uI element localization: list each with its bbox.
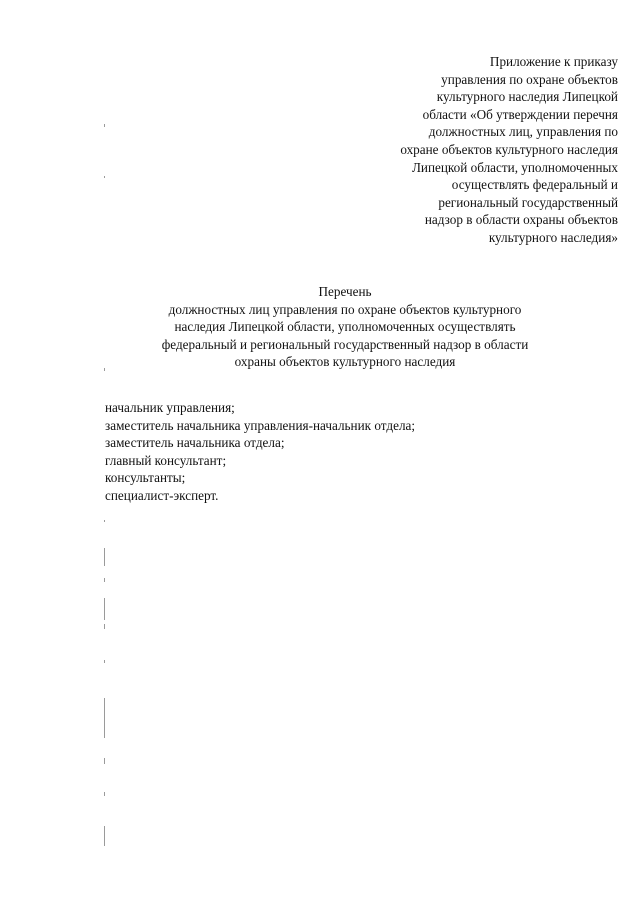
scan-artifact: [104, 758, 105, 764]
appendix-line: охране объектов культурного наследия: [400, 141, 618, 157]
list-item: заместитель начальника управления-начальник отдела;: [105, 417, 416, 433]
appendix-block: [338, 53, 618, 247]
list-item: заместитель начальника отдела;: [105, 435, 285, 451]
appendix-line: культурного наследия Липецкой: [436, 89, 618, 105]
appendix-line: Приложение к приказу: [489, 54, 618, 69]
document-heading: [100, 283, 590, 371]
appendix-line: области «Об утверждении перечня: [422, 106, 618, 122]
document-subtitle-line: должностных лиц управления по охране объектов культурного: [168, 301, 522, 317]
appendix-line: надзор в области охраны объектов: [424, 212, 618, 228]
appendix-line: Липецкой области, уполномоченных: [411, 159, 618, 175]
scan-artifact: [104, 368, 105, 371]
scan-artifact: [104, 124, 105, 127]
document-subtitle-line: федеральный и региональный государственный надзор в области: [161, 336, 529, 352]
scan-artifact: [104, 698, 105, 738]
appendix-line: управления по охране объектов: [441, 71, 618, 87]
list-item: консультанты;: [105, 470, 186, 486]
appendix-line: культурного наследия»: [488, 229, 618, 245]
list-item: специалист-эксперт.: [105, 487, 219, 503]
appendix-line: региональный государственный: [438, 194, 618, 210]
list-item: начальник управления;: [105, 400, 235, 415]
scan-artifact: [104, 598, 105, 620]
appendix-line: должностных лиц, управления по: [428, 124, 618, 140]
document-subtitle-line: наследия Липецкой области, уполномоченных осуществлять: [174, 319, 516, 335]
scan-artifact: [104, 826, 105, 846]
scan-artifact: [104, 520, 105, 522]
scan-artifact: [104, 548, 105, 566]
positions-list: [105, 399, 415, 505]
appendix-line: осуществлять федеральный и: [451, 177, 618, 193]
scan-artifact: [104, 624, 105, 629]
list-item: главный консультант;: [105, 452, 227, 468]
scan-artifact: [104, 578, 105, 582]
scan-artifact: [104, 660, 105, 663]
scan-artifact: [104, 176, 105, 178]
scan-artifact: [104, 792, 105, 796]
document-subtitle-line: охраны объектов культурного наследия: [234, 354, 456, 370]
document-title: Перечень: [318, 284, 372, 299]
